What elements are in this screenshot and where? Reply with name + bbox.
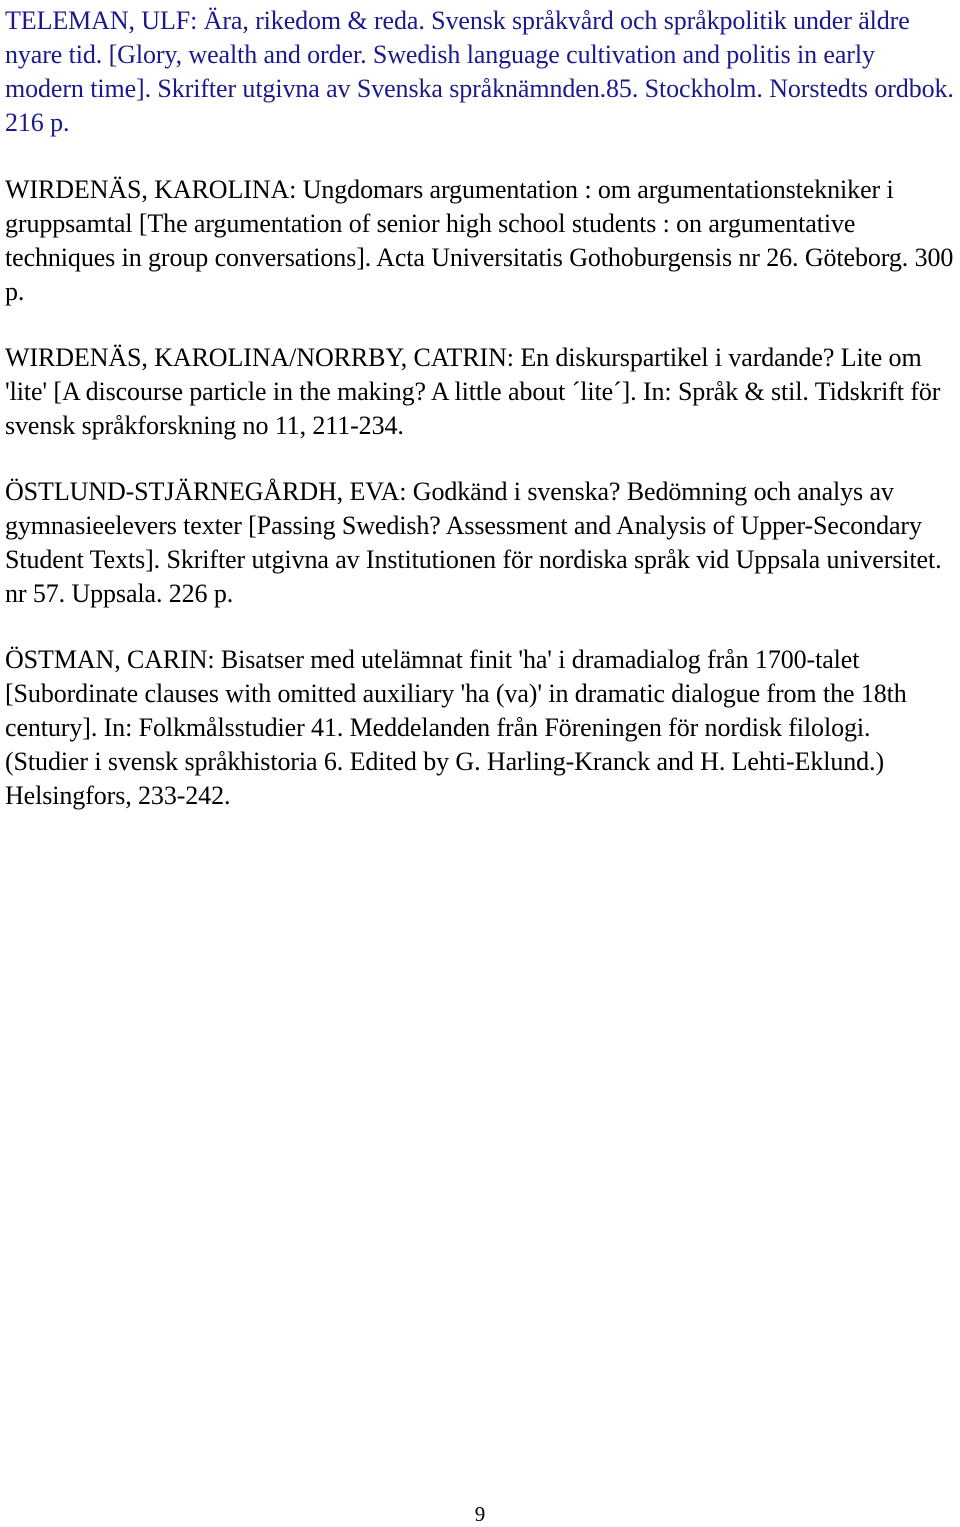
reference-entry-ostlund-stjarnegardh: ÖSTLUND-STJÄRNEGÅRDH, EVA: Godkänd i svenska? Bedömning och analys av gymnasieelevers texter [Passing Swedish? Assessment and Analysis of Upper-Secondary Student Texts]. Skrifter utgivna av Institutionen för nordiska språk vid Uppsala universitet. nr 57. Uppsala. 226 p. <box>5 477 942 608</box>
reference-entry-teleman: TELEMAN, ULF: Ära, rikedom & reda. Svensk språkvård och språkpolitik under äldre nyare tid. [Glory, wealth and order. Swedish language cultivation and politis in early modern time]. Skrifter utgivna av Svenska språknämnden.85. Stockholm. Norstedts ordbok. 216 p. <box>5 6 954 137</box>
reference-entry-wirdenas: WIRDENÄS, KAROLINA: Ungdomars argumentation : om argumentationstekniker i gruppsamtal [The argumentation of senior high school students : on argumentative techniques in group conversations]. Acta Universitatis Gothoburgensis nr 26. Göteborg. 300 p. <box>5 175 954 306</box>
page-number: 9 <box>474 1502 486 1526</box>
reference-entry-wirdenas-norrby: WIRDENÄS, KAROLINA/NORRBY, CATRIN: En diskurspartikel i vardande? Lite om 'lite' [A discourse particle in the making? A little about ´lite´]. In: Språk & stil. Tidskrift för svensk språkforskning no 11, 211-234. <box>5 343 941 440</box>
bibliography-page <box>5 4 955 813</box>
reference-entry-ostman: ÖSTMAN, CARIN: Bisatser med utelämnat finit 'ha' i dramadialog från 1700-talet [Subordinate clauses with omitted auxiliary 'ha (va)' in dramatic dialogue from the 18th century]. In: Folkmålsstudier 41. Meddelanden från Föreningen för nordisk filologi. (Studier i svensk språkhistoria 6. Edited by G. Harling-Kranck and H. Lehti-Eklund.) Helsingfors, 233-242. <box>5 645 907 810</box>
